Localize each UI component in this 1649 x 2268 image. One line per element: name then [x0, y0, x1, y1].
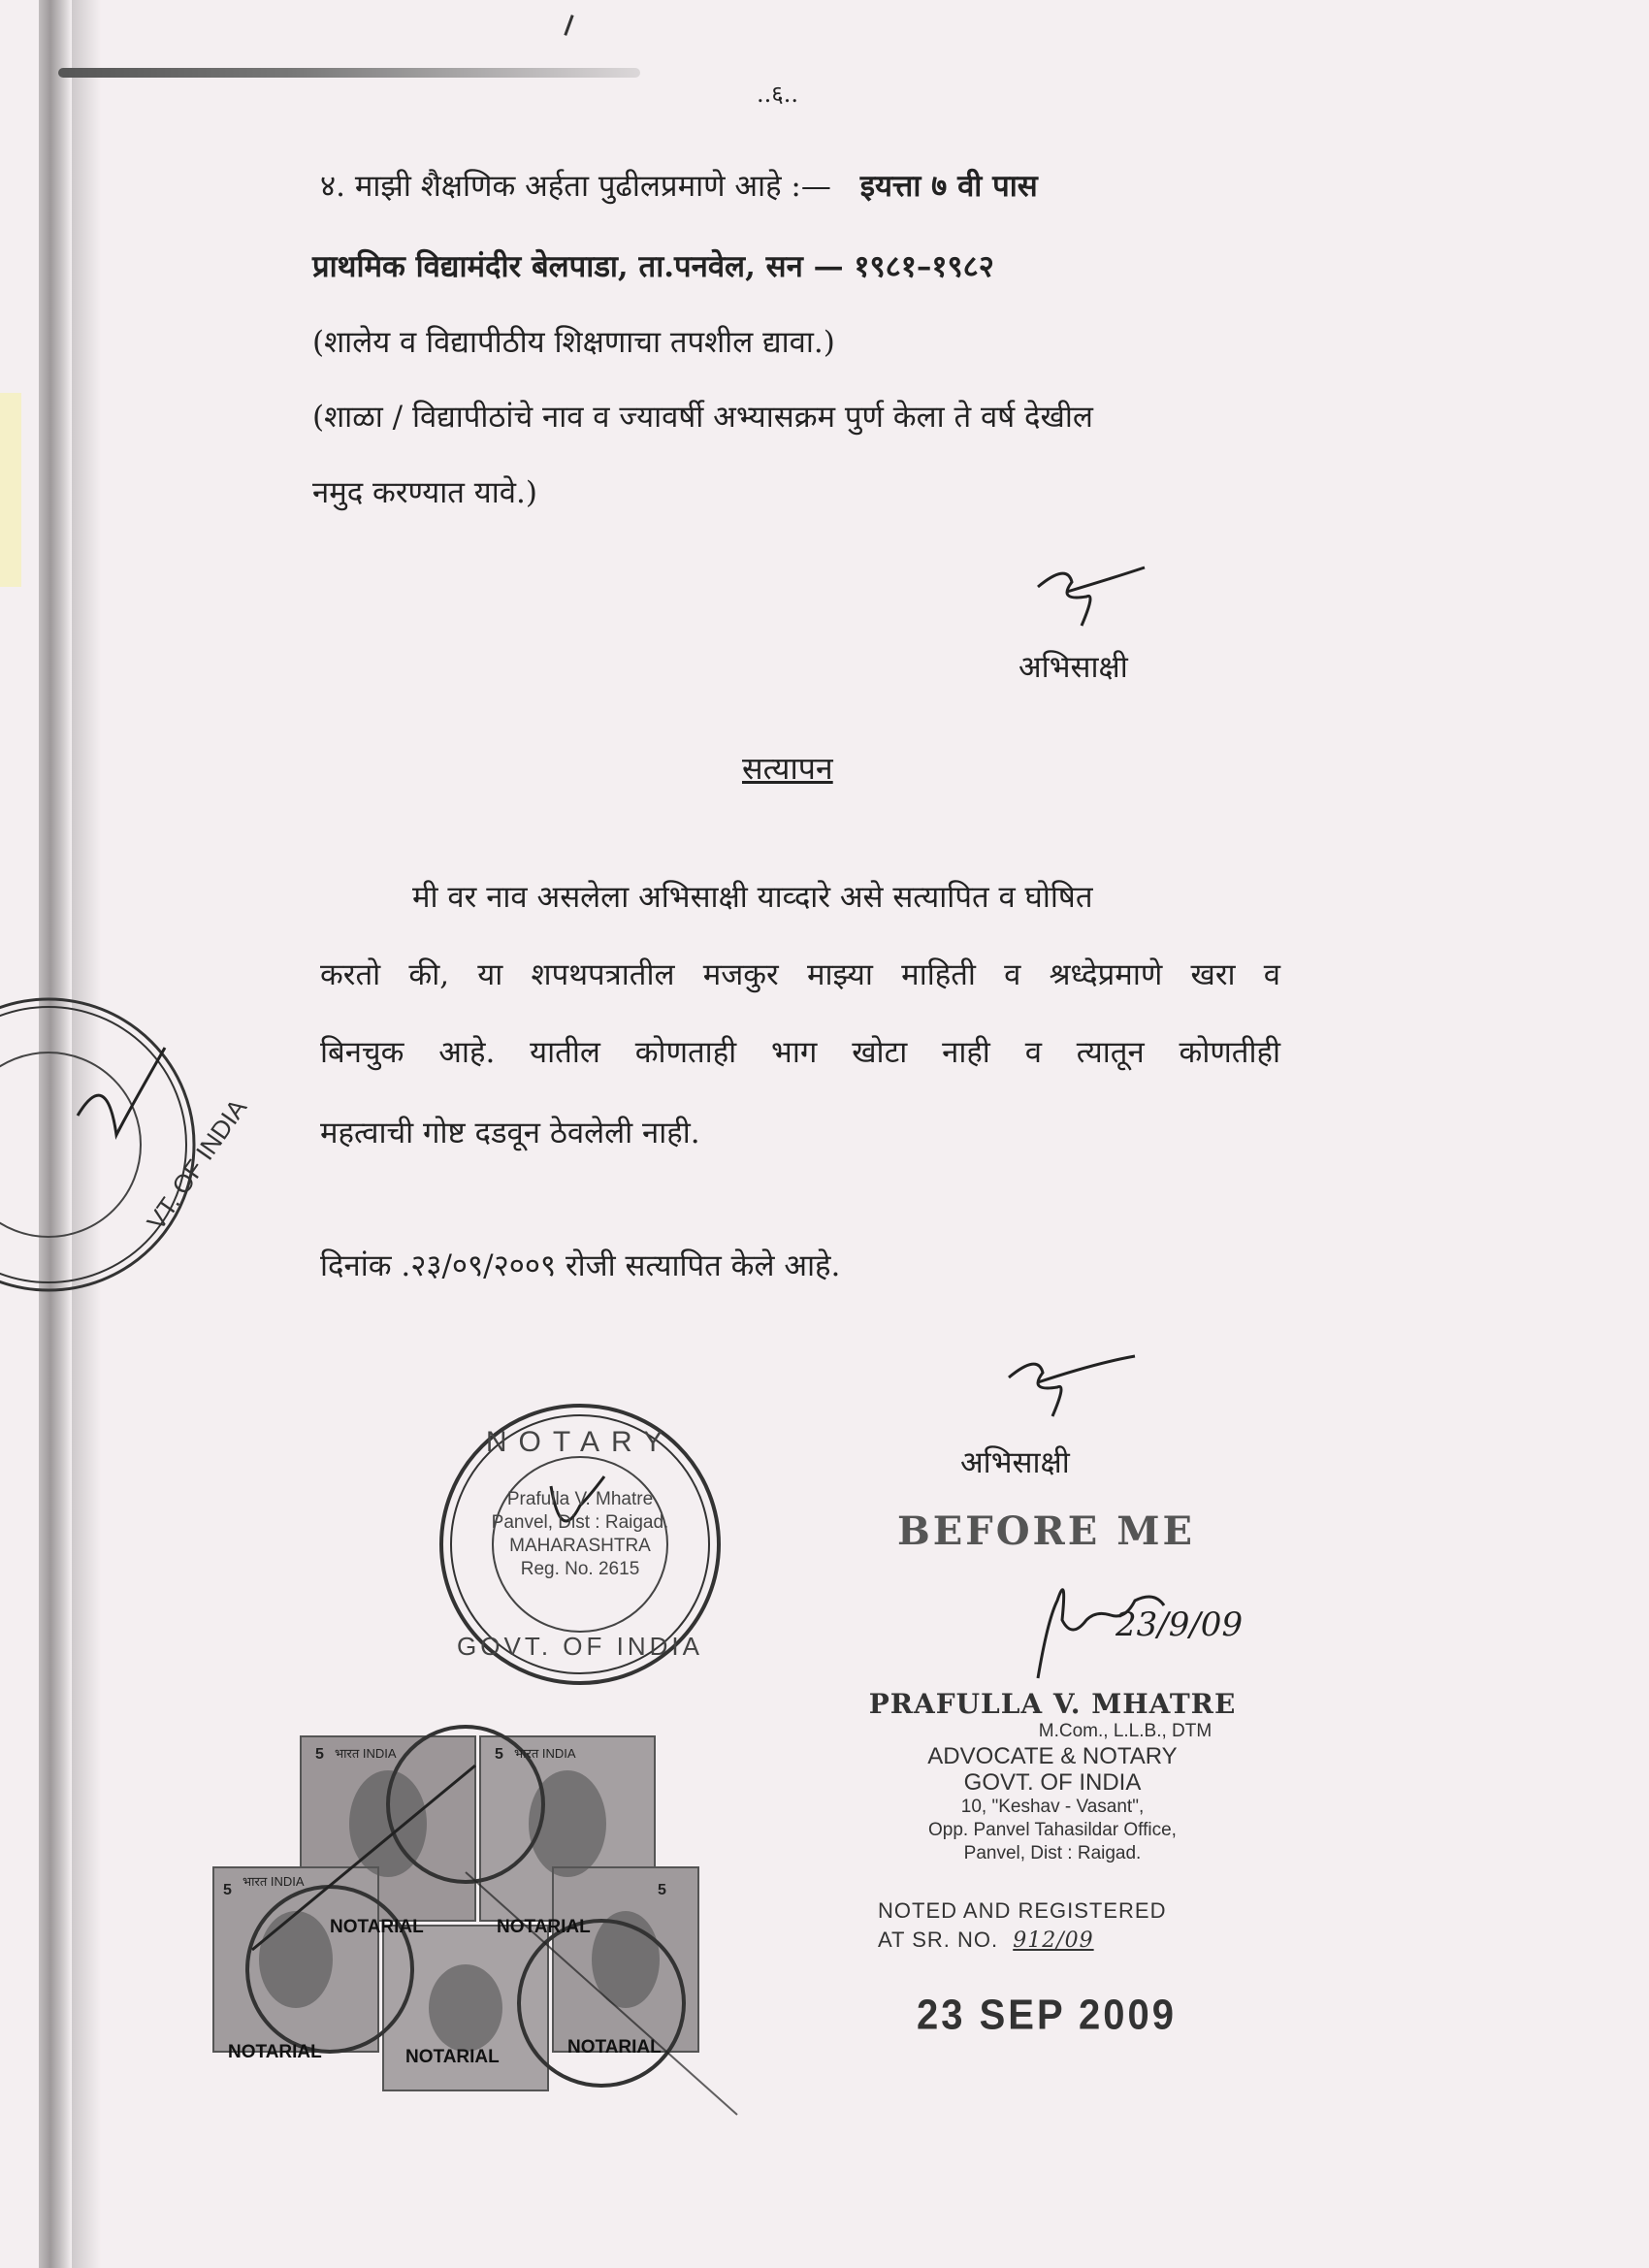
deponent-label-2: अभिसाक्षी	[960, 1445, 1070, 1480]
verification-line-2: करतो की, या शपथपत्रातील मजकुर माझ्या माहिती व श्रध्देप्रमाणे खरा व	[320, 957, 1280, 992]
noted-registered-stamp	[878, 1896, 1166, 1956]
notary-seal-line-1: Prafulla V. Mhatre	[506, 1489, 654, 1509]
education-line-3: (शालेय व विद्यापीठीय शिक्षणाचा तपशील द्यावा.)	[312, 325, 835, 360]
notary-govt: GOVT. OF INDIA	[963, 1769, 1142, 1796]
notary-seal-bottom-text: GOVT. OF INDIA	[457, 1632, 703, 1661]
stamp-label-1: NOTARIAL	[330, 1917, 424, 1937]
notary-seal-line-4: Reg. No. 2615	[520, 1559, 640, 1579]
noted-line-1: NOTED AND REGISTERED	[878, 1898, 1167, 1923]
notarial-stamps-art	[194, 1727, 737, 2134]
partial-notary-seal	[19, 989, 253, 1300]
notarial-stamps	[194, 1727, 737, 2134]
notary-address-2: Opp. Panvel Tahasildar Office,	[928, 1820, 1177, 1840]
verification-line-1: मी वर नाव असलेला अभिसाक्षी याव्दारे असे सत्यापित व घोषित	[412, 880, 1093, 915]
notary-seal	[435, 1399, 726, 1690]
stamp-label-3: NOTARIAL	[228, 2042, 322, 2062]
notary-seal-top-text: NOTARY	[485, 1426, 675, 1458]
verification-line-4: महत्वाची गोष्ट दडवून ठेवलेली नाही.	[320, 1116, 700, 1150]
noted-line-2	[878, 1926, 1166, 1956]
deponent-signature-2	[999, 1348, 1145, 1426]
stamp-value-4: 5	[658, 1882, 666, 1898]
education-line-5: नमुद करण्यात यावे.)	[312, 475, 537, 510]
verification-date-line: दिनांक .२३/०९/२००९ रोजी सत्यापित केले आहे.	[320, 1248, 841, 1283]
education-line-2: प्राथमिक विद्यामंदीर बेलपाडा, ता.पनवेल, सन — १९८१–१९८२	[312, 249, 994, 284]
education-label: ४. माझी शैक्षणिक अर्हता पुढीलप्रमाणे आहे :—	[320, 169, 831, 204]
stamp-value-3: 5	[223, 1882, 232, 1898]
verification-heading: सत्यापन	[742, 750, 833, 787]
notary-address-1: 10, "Keshav - Vasant",	[960, 1797, 1145, 1817]
page-number: ..६..	[757, 81, 798, 108]
notary-name: PRAFULLA V. MHATRE	[868, 1688, 1237, 1720]
education-line-1	[320, 167, 1038, 206]
notary-sign-date: 23/9/09	[1116, 1605, 1244, 1644]
notary-seal-line-2: Panvel, Dist : Raigad.	[491, 1512, 669, 1533]
deponent-label-1: अभिसाक्षी	[1018, 650, 1128, 685]
deponent-signature-1	[1028, 558, 1154, 635]
scan-tick-mark	[564, 15, 573, 36]
stamp-country-3: भारत INDIA	[242, 1874, 305, 1889]
stamp-label-2: NOTARIAL	[497, 1917, 591, 1937]
svg-text:VT. OF INDIA: VT. OF INDIA	[141, 1093, 253, 1236]
date-stamp: 23 SEP 2009	[917, 1991, 1178, 2039]
notary-address-3: Panvel, Dist : Raigad.	[963, 1843, 1142, 1863]
verification-line-3: बिनचुक आहे. यातील कोणताही भाग खोटा नाही व त्यातून कोणतीही	[320, 1035, 1280, 1070]
notary-seal-center	[435, 1488, 726, 1581]
notary-title: ADVOCATE & NOTARY	[927, 1743, 1178, 1769]
stamp-country-2: भारत INDIA	[514, 1746, 576, 1761]
education-value: इयत्ता ७ वी पास	[859, 169, 1038, 204]
stamp-value-1: 5	[315, 1746, 324, 1763]
notary-address-stamp	[858, 1688, 1246, 1865]
noted-prefix: AT SR. NO.	[878, 1928, 999, 1952]
stamp-value-2: 5	[495, 1746, 503, 1763]
noted-serial: 912/09	[1013, 1928, 1094, 1953]
stamp-label-5: NOTARIAL	[567, 2037, 662, 2057]
stamp-country-1: भारत INDIA	[335, 1746, 397, 1761]
page-tab-marker	[0, 393, 21, 587]
before-me-stamp: BEFORE ME	[897, 1508, 1195, 1554]
education-line-4: (शाळा / विद्यापीठांचे नाव व ज्यावर्षी अभ्यासक्रम पुर्ण केला ते वर्ष देखील	[312, 400, 1093, 435]
notary-seal-line-3: MAHARASHTRA	[509, 1536, 651, 1556]
scan-top-mark	[58, 68, 640, 78]
stamp-label-4: NOTARIAL	[405, 2047, 500, 2067]
notary-qualifications: M.Com., L.L.B., DTM	[1038, 1721, 1212, 1741]
